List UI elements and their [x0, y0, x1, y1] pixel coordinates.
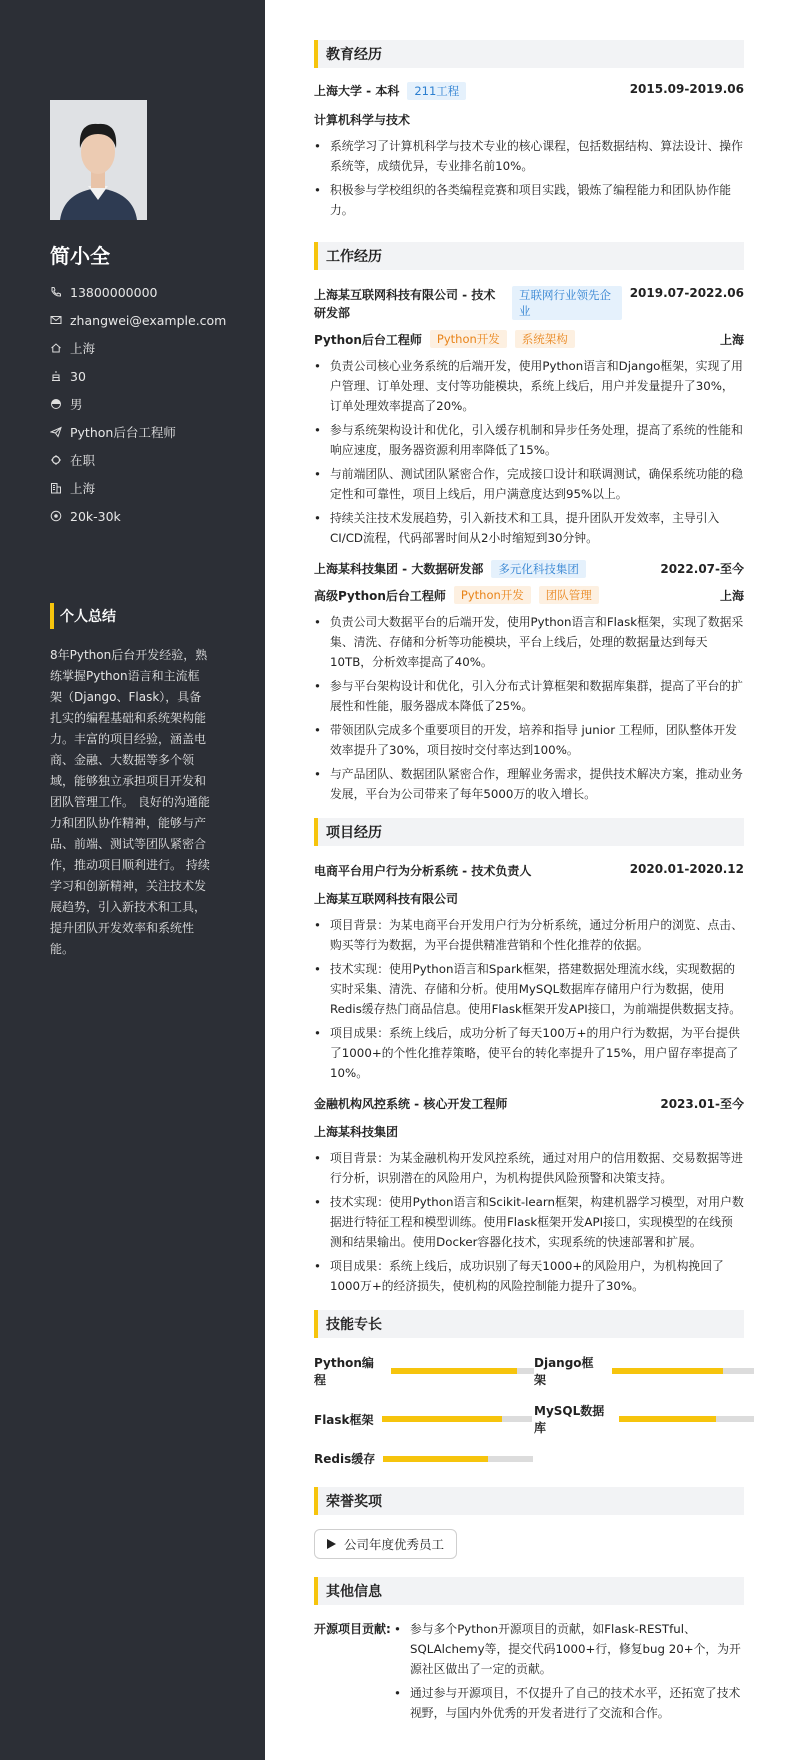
company-tag: 互联网行业领先企业 — [512, 286, 622, 320]
bullet-item: • 参与系统架构设计和优化，引入缓存机制和异步任务处理，提高了系统的性能和响应速度，服务器资源利用率降低了15%。 — [314, 420, 744, 460]
job-position-left — [314, 586, 599, 604]
project-date: 2023.01-至今 — [660, 1097, 744, 1111]
skill-tag: 系统架构 — [515, 330, 575, 348]
work-heading: 工作经历 — [314, 242, 744, 270]
job-date: 2022.07-至今 — [660, 562, 744, 576]
contact-item — [50, 306, 226, 334]
skill-tag: Python开发 — [454, 586, 531, 604]
job-city: 上海 — [719, 588, 744, 603]
send-icon — [50, 426, 68, 438]
contact-item — [50, 278, 226, 306]
skill-name: Flask框架 — [314, 1412, 374, 1427]
profile-name: 简小全 — [50, 244, 110, 268]
contact-text: 13800000000 — [70, 284, 158, 300]
job-header — [314, 560, 744, 578]
skill-bar — [383, 1456, 533, 1462]
company-name: 上海某科技集团 - 大数据研发部 — [314, 562, 484, 576]
job-entry — [314, 560, 744, 804]
awards-heading: 荣誉奖项 — [314, 1487, 744, 1515]
skill-item — [534, 1402, 754, 1436]
education-major: 计算机科学与技术 — [314, 113, 411, 127]
bullet-item: • 负责公司大数据平台的后端开发，使用Python语言和Flask框架，实现了数据采集、清洗、存储和分析等功能模块，平台上线后，处理的数据量达到每天10TB，分析效率提高了40%。 — [314, 612, 744, 672]
bullet-item: • 与前端团队、测试团队紧密合作，完成接口设计和联调测试，确保系统功能的稳定性和可靠性，项目上线后，用户满意度达到95%以上。 — [314, 464, 744, 504]
skill-name: Redis缓存 — [314, 1452, 376, 1466]
phone-icon — [50, 286, 68, 298]
contact-text: 上海 — [70, 341, 96, 356]
summary-text: 8年Python后台开发经验，熟练掌握Python语言和主流框架（Django、Flask），具备扎实的编程基础和系统架构能力。丰富的项目经验，涵盖电商、金融、大数据等多个领域，能够独立承担项目开发和团队管理工作。 良好的沟通能力和团队协作精神，能够与产品、前端、测试等团队紧密合作，推动项目顺利进行。 持续学习和创新精神，关注技术发展趋势，引入新技术和工具，提升团队开发效率和系统性能。 — [50, 648, 210, 956]
home-icon — [50, 342, 68, 354]
other-heading: 其他信息 — [314, 1577, 744, 1605]
skill-bar-fill — [612, 1368, 723, 1374]
skill-bar-fill — [383, 1456, 488, 1462]
skill-name: Django框架 — [534, 1356, 594, 1387]
skill-item — [314, 1450, 534, 1467]
education-bullets — [314, 136, 744, 220]
project-org: 上海某科技集团 — [314, 1125, 399, 1139]
bullet-item: • 参与多个Python开源项目的贡献，如Flask-RESTful、SQLAlchemy等，提交代码1000+行，修复bug 20+个，为开源社区做出了一定的贡献。 — [394, 1619, 744, 1679]
project-entry — [314, 1095, 744, 1296]
skill-item — [534, 1354, 754, 1388]
project-name: 金融机构风控系统 - 核心开发工程师 — [314, 1097, 508, 1111]
play-icon — [327, 1537, 336, 1552]
bullet-item: • 积极参与学校组织的各类编程竞赛和项目实践，锻炼了编程能力和团队协作能力。 — [314, 180, 744, 220]
bullet-item: • 通过参与开源项目，不仅提升了自己的技术水平，还拓宽了技术视野，与国内外优秀的开发者进行了交流和合作。 — [394, 1683, 744, 1723]
contact-text: 男 — [70, 397, 83, 412]
job-position-left — [314, 330, 575, 348]
company-tag: 多元化科技集团 — [491, 560, 586, 578]
contact-item — [50, 390, 226, 418]
skill-bar-fill — [619, 1416, 716, 1422]
education-header — [314, 82, 744, 100]
main-content — [314, 40, 744, 1727]
job-position: Python后台工程师 — [314, 332, 422, 347]
job-entry — [314, 286, 744, 548]
job-position-row — [314, 586, 744, 604]
bullet-item: • 项目成果：系统上线后，成功识别了每天1000+的风险用户，为机构挽回了1000万+的经济损失，使机构的风险控制能力提升了30%。 — [314, 1256, 744, 1296]
skill-bar-fill — [391, 1368, 517, 1374]
bullet-item: • 持续关注技术发展趋势，引入新技术和工具，提升团队开发效率，主导引入CI/CD流程，代码部署时间从2小时缩短到30分钟。 — [314, 508, 744, 548]
summary-heading: 个人总结 — [50, 603, 116, 629]
contact-text: 30 — [70, 368, 86, 384]
bullet-item: • 技术实现：使用Python语言和Scikit-learn框架，构建机器学习模型，对用户数据进行特征工程和模型训练。使用Flask框架开发API接口，实现模型的在线预测和结果输出。使用Docker容器化技术，实现系统的快速部署和扩展。 — [314, 1192, 744, 1252]
bullet-item: • 项目背景：为某电商平台开发用户行为分析系统，通过分析用户的浏览、点击、购买等行为数据，为平台提供精准营销和个性化推荐的依据。 — [314, 915, 744, 955]
contact-text: 20k-30k — [70, 508, 121, 524]
contact-item — [50, 474, 226, 502]
bullet-item: • 带领团队完成多个重要项目的开发，培养和指导 junior 工程师，团队整体开发效率提升了30%，项目按时交付率达到100%。 — [314, 720, 744, 760]
contact-text: 在职 — [70, 453, 96, 468]
contact-text: zhangwei@example.com — [70, 312, 227, 328]
school-tag: 211工程 — [407, 82, 466, 100]
award-item[interactable] — [314, 1529, 457, 1559]
projects-heading: 项目经历 — [314, 818, 744, 846]
job-header — [314, 286, 744, 322]
school-name: 上海大学 - 本科 — [314, 84, 400, 98]
education-heading: 教育经历 — [314, 40, 744, 68]
skill-bar-fill — [382, 1416, 502, 1422]
skill-name: MySQL数据库 — [534, 1404, 605, 1435]
award-list — [314, 1515, 744, 1559]
other-bullets — [394, 1619, 744, 1727]
skill-item — [314, 1402, 534, 1436]
work-list — [314, 286, 744, 804]
other-info-row — [314, 1619, 744, 1727]
project-list — [314, 862, 744, 1296]
bullet-item: • 负责公司核心业务系统的后端开发，使用Python语言和Django框架，实现了用户管理、订单处理、支付等功能模块，系统上线后，用户并发量提升了30%，订单处理效率提高了20%。 — [314, 356, 744, 416]
project-bullets — [314, 1148, 744, 1296]
contact-item — [50, 418, 226, 446]
contact-item — [50, 502, 226, 530]
profile-photo — [50, 100, 147, 220]
project-date: 2020.01-2020.12 — [629, 862, 744, 876]
contact-text: Python后台工程师 — [70, 425, 176, 440]
contact-item — [50, 334, 226, 362]
job-city: 上海 — [719, 332, 744, 347]
salary-icon — [50, 510, 68, 522]
skill-name: Python编程 — [314, 1356, 374, 1387]
bullet-item: • 系统学习了计算机科学与技术专业的核心课程，包括数据结构、算法设计、操作系统等，成绩优异，专业排名前10%。 — [314, 136, 744, 176]
skills-heading: 技能专长 — [314, 1310, 744, 1338]
skill-bar — [391, 1368, 534, 1374]
status-icon — [50, 454, 68, 466]
job-header-left — [314, 286, 622, 322]
bullet-item: • 与产品团队、数据团队紧密合作，理解业务需求，提供技术解决方案，推动业务发展，平台为公司带来了每年5000万的收入增长。 — [314, 764, 744, 804]
skill-bar — [612, 1368, 754, 1374]
job-header-left — [314, 560, 586, 578]
project-header — [314, 862, 744, 879]
project-entry — [314, 862, 744, 1083]
company-name: 上海某互联网科技有限公司 - 技术研发部 — [314, 288, 496, 320]
bullet-item: • 技术实现：使用Python语言和Spark框架，搭建数据处理流水线，实现数据的实时采集、清洗、存储和分析。使用MySQL数据库存储用户行为数据，使用Redis缓存热门商品信息。使用Flask框架开发API接口，为前端提供数据支持。 — [314, 959, 744, 1019]
skill-bar — [619, 1416, 754, 1422]
contact-item — [50, 446, 226, 474]
gender-icon — [50, 398, 68, 410]
skill-item — [314, 1354, 534, 1388]
project-bullets — [314, 915, 744, 1083]
education-date: 2015.09-2019.06 — [629, 82, 744, 96]
email-icon — [50, 314, 68, 326]
age-icon — [50, 370, 68, 382]
job-bullets — [314, 356, 744, 548]
project-name: 电商平台用户行为分析系统 - 技术负责人 — [314, 864, 532, 878]
sidebar — [0, 0, 265, 1760]
skill-bar — [382, 1416, 532, 1422]
job-date: 2019.07-2022.06 — [629, 286, 744, 300]
skill-list — [314, 1354, 744, 1467]
project-header — [314, 1095, 744, 1112]
contact-text: 上海 — [70, 481, 96, 496]
project-org: 上海某互联网科技有限公司 — [314, 892, 459, 906]
skill-tag: Python开发 — [430, 330, 507, 348]
job-position-row — [314, 330, 744, 348]
contact-info-list — [50, 278, 226, 530]
building-icon — [50, 482, 68, 494]
bullet-item: • 参与平台架构设计和优化，引入分布式计算框架和数据库集群，提高了平台的扩展性和性能，服务器成本降低了25%。 — [314, 676, 744, 716]
skill-tag: 团队管理 — [539, 586, 599, 604]
contact-item — [50, 362, 226, 390]
bullet-item: • 项目成果：系统上线后，成功分析了每天100万+的用户行为数据，为平台提供了1000+的个性化推荐策略，使平台的转化率提升了15%，用户留存率提高了10%。 — [314, 1023, 744, 1083]
job-position: 高级Python后台工程师 — [314, 588, 446, 603]
job-bullets — [314, 612, 744, 804]
award-label: 公司年度优秀员工 — [344, 1537, 445, 1552]
other-label: 开源项目贡献: — [314, 1622, 391, 1636]
bullet-item: • 项目背景：为某金融机构开发风控系统，通过对用户的信用数据、交易数据等进行分析，识别潜在的风险用户，为机构提供风险预警和决策支持。 — [314, 1148, 744, 1188]
